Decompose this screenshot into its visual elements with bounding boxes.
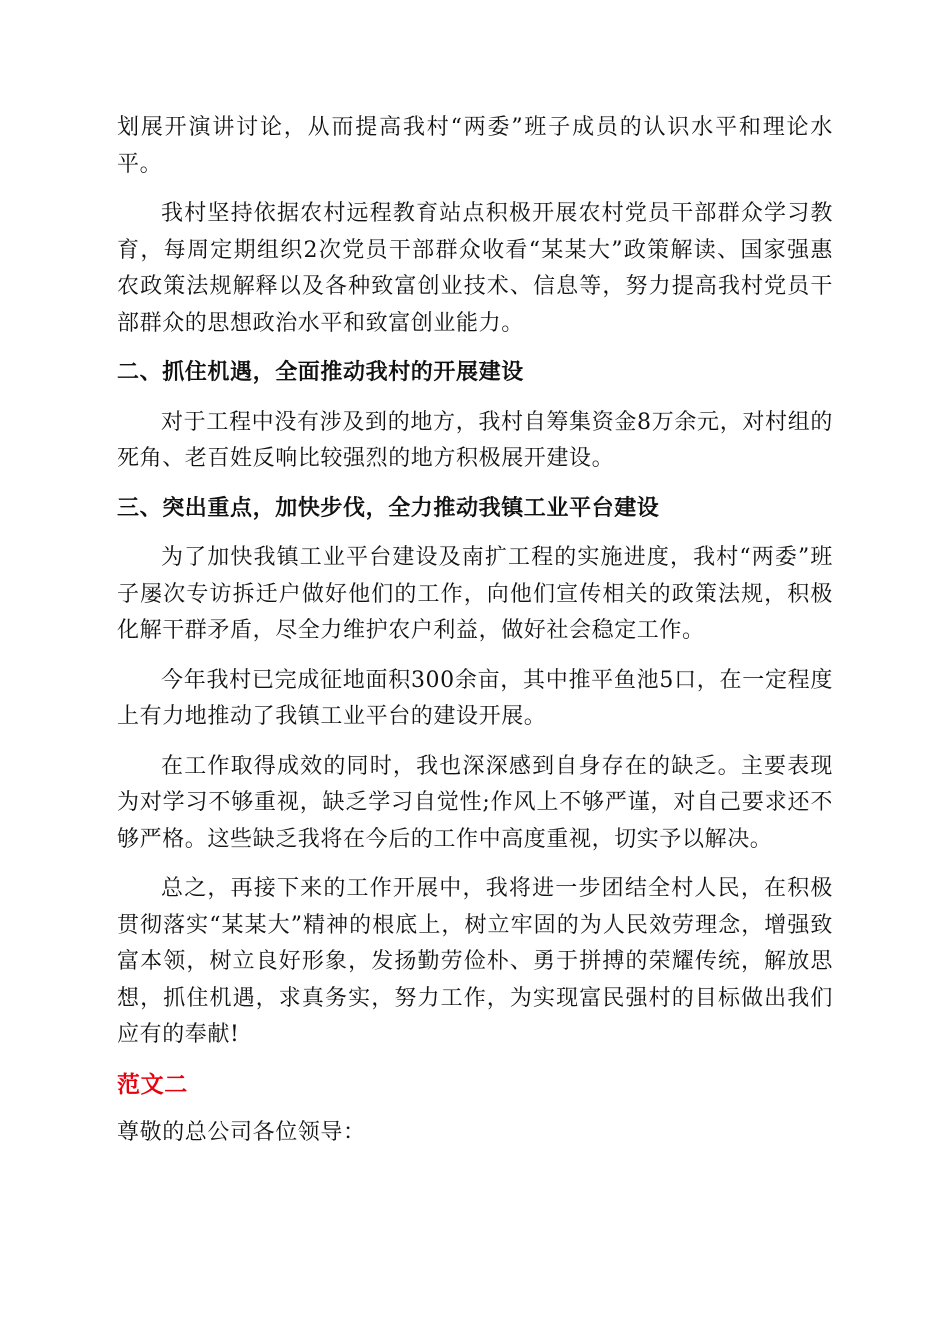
paragraph-remote-education: 我村坚持依据农村远程教育站点积极开展农村党员干部群众学习教育，每周定期组织2次党员干部群众收看“某某大”政策解读、国家强惠农政策法规解释以及各种致富创业技术、信息等，努力提高我村党员干部群众的思想政治水平和致富创业能力。 [117, 201, 833, 336]
paragraph-demolition-work: 为了加快我镇工业平台建设及南扩工程的实施进度，我村“两委”班子屡次专访拆迁户做好他们的工作，向他们宣传相关的政策法规，积极化解干群矛盾，尽全力维护农户利益，做好社会稳定工作。 [117, 545, 833, 643]
heading-industrial-platform: 三、突出重点，加快步伐，全力推动我镇工业平台建设 [117, 495, 660, 521]
paragraph-land-acquisition: 今年我村已完成征地面积300余亩，其中推平鱼池5口，在一定程度上有力地推动了我镇工业平台的建设开展。 [117, 667, 833, 729]
paragraph-continuation: 划展开演讲讨论，从而提高我村“两委”班子成员的认识水平和理论水平。 [117, 115, 833, 177]
paragraph-shortcomings: 在工作取得成效的同时，我也深深感到自身存在的缺乏。主要表现为对学习不够重视，缺乏学习自觉性;作风上不够严谨，对自己要求还不够严格。这些缺乏我将在今后的工作中高度重视，切实予以解决。 [117, 753, 833, 852]
salutation: 尊敬的总公司各位领导： [117, 1119, 366, 1145]
paragraph-self-funded: 对于工程中没有涉及到的地方，我村自筹集资金8万余元，对村组的死角、老百姓反响比较强烈的地方积极展开建设。 [117, 409, 833, 471]
section-title-sample-two: 范文二 [117, 1071, 188, 1098]
paragraph-conclusion: 总之，再接下来的工作开展中，我将进一步团结全村人民，在积极贯彻落实“某某大”精神的根底上，树立牢固的为人民效劳理念，增强致富本领，树立良好形象，发扬勤劳俭朴、勇于拼搏的荣耀传统，解放思想，抓住机遇，求真务实，努力工作，为实现富民强村的目标做出我们应有的奉献! [117, 876, 833, 1047]
heading-seize-opportunity: 二、抓住机遇，全面推动我村的开展建设 [117, 360, 524, 385]
document-body [117, 110, 833, 1164]
